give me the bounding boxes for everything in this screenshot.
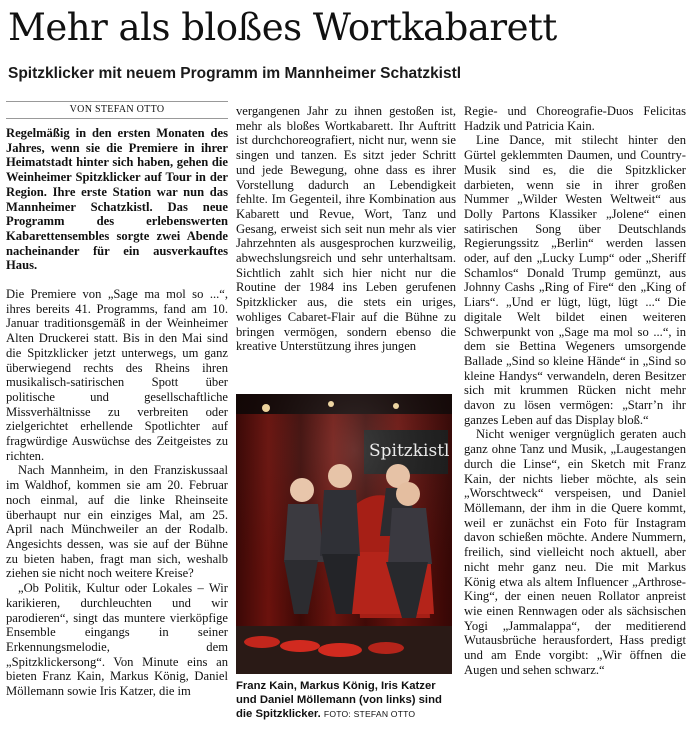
- photo-caption: [236, 680, 456, 721]
- subheadline: Spitzklicker mit neuem Programm im Mannheimer Schatzkistl: [8, 65, 462, 82]
- body-paragraph: Nicht weniger vergnüglich geraten auch ganz ohne Tanz und Musik, „Laugestangen durch die Linse“, ein Sketch mit Franz Kain, der nichts lieber möchte, als sein „Worschtweck“ verspeisen, und Daniel Möllemann, der ihm in die Quere kommt, weil er zunächst ein Foto für Instagram davon schießen möchte. Andere Nummern, freilich, sind vielleicht noch aktuell, aber nicht mehr ganz neu. Die mit Markus König etwa als altem Influencer „Arthrose-King“, der einen neuen Rollator anpreist wie einen Rennwagen oder als sächsischen Yogi „Jammalappa“, der meditierend Wutausbrüche herausfordert, Hass predigt und am Ende vorgibt: „Wir öffnen die Augen und sehen schwarz.“: [464, 427, 686, 677]
- body-paragraph: Nach Mannheim, in den Franziskussaal im Waldhof, kommen sie am 20. Februar noch einmal, auf die linke Rheinseite überhaupt nur ein einziges Mal, am 25. April nach Münchweiler an der Rodalb. Angesichts dessen, was sie auf der Bühne zu bieten haben, fragt man sich, weshalb ziehen sie nicht noch weitere Kreise?: [6, 463, 228, 581]
- body-paragraph: Regie- und Choreografie-Duos Felicitas Hadzik und Patricia Kain.: [464, 104, 686, 133]
- ensemble-photo-illustration: [236, 394, 452, 674]
- ensemble-photo: [236, 394, 452, 674]
- column-1: [6, 126, 228, 699]
- body-paragraph: Line Dance, mit stilecht hinter den Gürtel geklemmten Daumen, und Country-Musik sind es, die die Spitzklicker darbieten, wenn sie in ihrer großen Nummer „Wilder Westen Weltweit“ aus Dolly Partons Klassiker „Jolene“ einen satirischen Song über Deutschlands Regierungssitz „Berlin“ werden lassen oder, auf den „Lucky Lump“ oder „Sheriff Schamlos“ Donald Trump gemünzt, aus Johnny Cashs „Ring of Fire“ den „King of Liars“. „Und er lügt, lügt, lügt ...“ Die digitale Welt bildet einen weiteren Schwerpunkt von „Sage ma mol so ...“, in dem sie Bettina Wegeners umsorgende Ballade „Sind so kleine Hände“ in „Sind so kleine Handys“ verwandeln, deren Besitzer sich mit krummen Rücken nicht mehr davon zu lösen vermögen: „Starr’n ihr ganzes Leben auf das Display bloß.“: [464, 133, 686, 427]
- body-paragraph: Die Premiere von „Sage ma mol so ...“, ihres bereits 41. Programms, fand am 10. Januar traditionsgemäß in der Weinheimer Alten Druckerei statt. Bis in den Mai sind die Spitzklicker jetzt unterwegs, um ganz überwiegend rechts des Rheins ihren musikalisch-satirischen Spott über politische und gesellschaftliche Missverhältnisse zu verbreiten oder zielgerichtet erhellende Spotlichter auf fragwürdige Auswüchse des Zeitgeistes zu richten.: [6, 287, 228, 463]
- body-paragraph: „Ob Politik, Kultur oder Lokales – Wir karikieren, durchleuchten und wir parodieren“, singt das muntere vierköpfige Ensemble eingangs in seiner Erkennungsmelodie, dem „Spitzklickersong“. Von Minute eins an bieten Franz Kain, Markus König, Daniel Möllemann sowie Iris Katzer, die im: [6, 581, 228, 699]
- headline: Mehr als bloßes Wortkabarett: [8, 6, 557, 49]
- caption-text: Franz Kain, Markus König, Iris Katzer und Daniel Möllemann (von links) sind die Spitzklicker.: [236, 680, 442, 720]
- byline: VON STEFAN OTTO: [6, 101, 228, 119]
- body-paragraph: vergangenen Jahr zu ihnen gestoßen ist, mehr als bloßes Wortkabarett. Ihr Auftritt ist durchchoreografiert, nicht nur, wenn sie singen und tanzen. Es sitzt jeder Schritt und jede Bewegung, ohne dass es ihrer Vorstellung dadurch an Lebendigkeit fehlte. Im Gegenteil, ihre Kombination aus Kabarett und Revue, Wort, Tanz und Gesang, erweist sich seit nun mehr als vier Jahrzehnten als ausgesprochen kurzweilig, abwechslungsreich und sehr unterhaltsam. Sichtlich zahlt sich hier nicht nur die Routine der 1984 ins Leben gerufenen Spitzklicker aus, die stets ein uriges, wohliges Cabaret-Flair auf die Bühne zu bringen vermögen, sondern ebenso die kreative Unterstützung ihres jungen: [236, 104, 456, 354]
- lead-paragraph: Regelmäßig in den ersten Monaten des Jahres, wenn sie die Premiere in ihrer Heimatstadt hinter sich haben, gehen die Weinheimer Spitzklicker auf Tour in der Region. Ihre erste Station war nun das Mannheimer Schatzkistl. Das neue Programm des erlebenswerten Kabarettensembles sorgte zwei Abende nacheinander für ein ausverkauftes Haus.: [6, 126, 228, 273]
- column-3: [464, 104, 686, 677]
- column-2: [236, 104, 456, 354]
- photo-credit: FOTO: STEFAN OTTO: [323, 708, 416, 719]
